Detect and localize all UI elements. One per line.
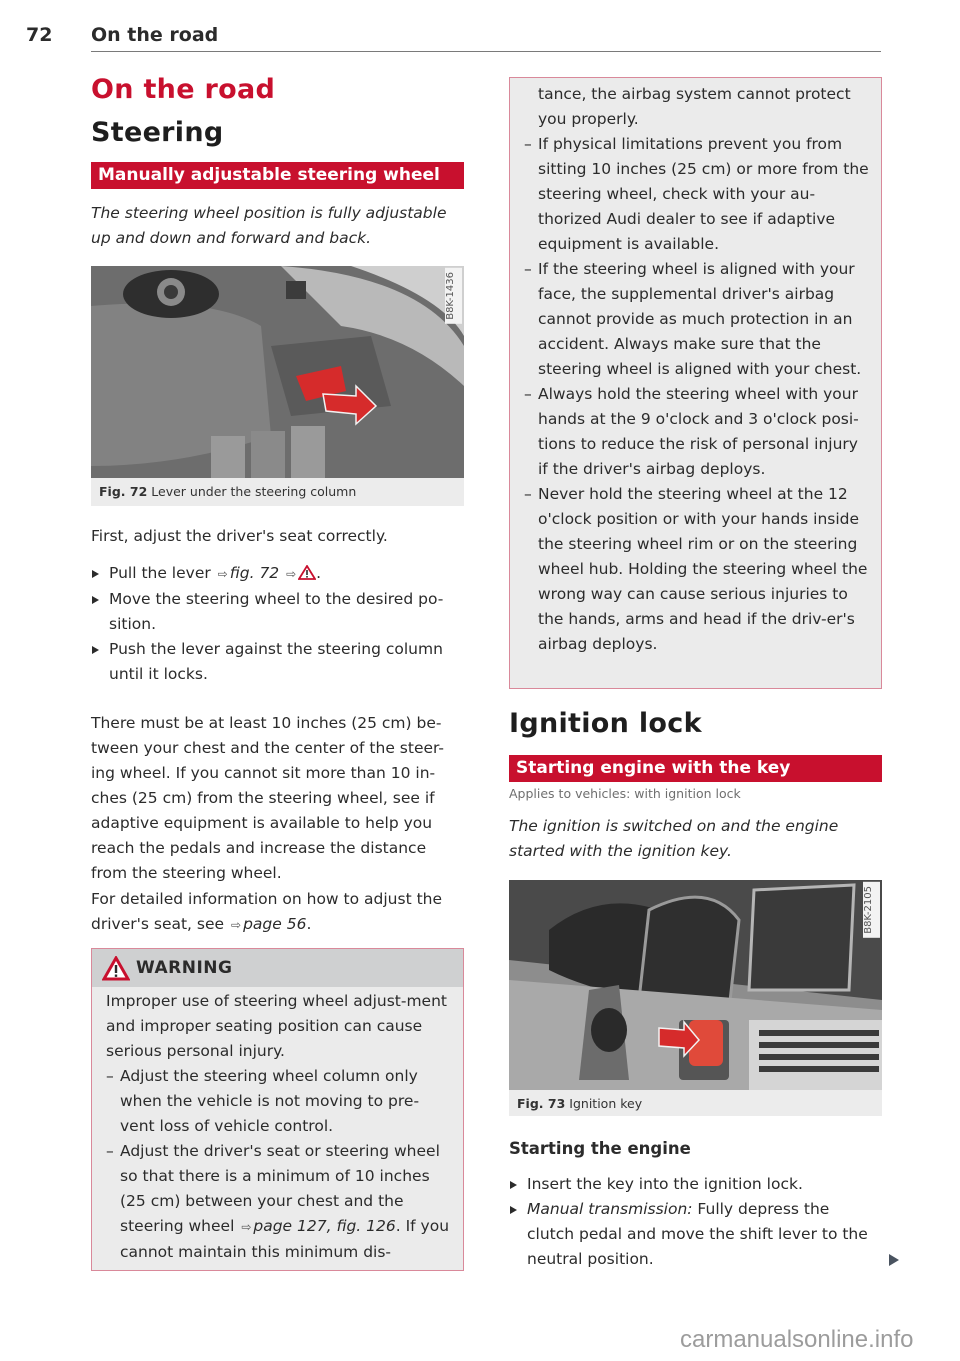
step-item: Move the steering wheel to the desired po-sition. <box>91 587 471 637</box>
step-item: Manual transmission: Fully depress the clutch pedal and move the shift lever to the neutral position. <box>509 1197 879 1272</box>
page-number: 72 <box>26 24 53 46</box>
warning-body-continued <box>510 78 881 657</box>
chapter-title: On the road <box>91 74 276 105</box>
warning-item: – Always hold the steering wheel with your hands at the 9 o'clock and 3 o'clock posi-tions to reduce the risk of personal injury if the driver's airbag deploys. <box>524 382 869 482</box>
first-step-text: First, adjust the driver's seat correctly. <box>91 527 388 545</box>
ignition-key-illustration <box>509 880 882 1090</box>
figure-73 <box>509 880 882 1116</box>
subsection-bar-starting-engine: Starting engine with the key <box>509 755 882 782</box>
arrow-ref-icon: ⇨ <box>241 1220 252 1234</box>
figure-label: Fig. 72 <box>99 484 148 499</box>
warning-triangle-icon[interactable] <box>298 565 316 580</box>
warning-label: WARNING <box>136 958 233 978</box>
warning-continued-lead: tance, the airbag system cannot protect you properly. <box>538 85 851 128</box>
steering-steps-list <box>91 561 471 687</box>
warning-item: – Never hold the steering wheel at the 12 o'clock position or with your hands inside the steering wheel rim or on the steering wheel hub. Holding the steering wheel the wrong way can cause serious injuries to the hands, arms and head if the driv-er's airbag deploys. <box>524 482 869 657</box>
subheading-starting-engine: Starting the engine <box>509 1139 691 1158</box>
watermark: carmanualsonline.info <box>680 1326 914 1353</box>
warning-item: – Adjust the steering wheel column only when the vehicle is not moving to pre-vent loss of vehicle control. <box>106 1064 451 1139</box>
warning-body <box>92 987 463 1265</box>
arrow-ref-icon: ⇨ <box>286 567 297 581</box>
steering-lever-illustration <box>91 266 464 478</box>
bullet-triangle-icon <box>510 1181 517 1189</box>
bullet-triangle-icon <box>510 1206 517 1214</box>
warning-item: – Adjust the driver's seat or steering wheel so that there is a minimum of 10 inches (25 cm) between your chest and the steering wheel ⇨ page 127, fig. 126. If you cannot maintain this minimum dis- <box>106 1139 451 1265</box>
header-divider <box>91 51 881 52</box>
ignition-key-image <box>509 880 882 1090</box>
section-title-ignition-lock: Ignition lock <box>509 708 702 739</box>
figure-72 <box>91 266 464 506</box>
bullet-triangle-icon <box>92 646 99 654</box>
figure-label: Fig. 73 <box>517 1096 566 1111</box>
steering-column-image <box>91 266 464 478</box>
bullet-triangle-icon <box>92 570 99 578</box>
intro-steering: The steering wheel position is fully adjustable up and down and forward and back. <box>91 204 447 247</box>
warning-item: – If physical limitations prevent you from sitting 10 inches (25 cm) or more from the steering wheel, check with your au-thorized Audi dealer to see if adaptive equipment is available. <box>524 132 869 257</box>
warning-box-continued <box>509 77 882 689</box>
running-title: On the road <box>91 24 219 46</box>
step-item: Push the lever against the steering column until it locks. <box>91 637 471 687</box>
step-item: Insert the key into the ignition lock. <box>509 1172 879 1197</box>
warning-box <box>91 948 464 1271</box>
warning-item: – If the steering wheel is aligned with your face, the supplemental driver's airbag cannot provide as much protection in an accident. Always make sure that the steering wheel is aligned with your chest. <box>524 257 869 382</box>
fig-ref-link[interactable]: fig. 72 <box>229 564 280 582</box>
warning-triangle-icon <box>102 956 130 981</box>
subsection-bar-manually-adjustable: Manually adjustable steering wheel <box>91 162 464 189</box>
continue-next-page-icon <box>889 1254 899 1266</box>
engine-steps-list <box>509 1172 879 1272</box>
warning-list-continued <box>524 132 869 657</box>
warning-list <box>106 1064 451 1265</box>
page-ref-link[interactable]: page 56 <box>243 915 307 933</box>
distance-paragraph: There must be at least 10 inches (25 cm) be-tween your chest and the center of the steer-ing wheel. If you cannot sit more than 10 in-ches (25 cm) from the steering wheel, see if adaptive equipment is available to help you reach the pedals and increase the distance from the steering wheel. <box>91 714 444 882</box>
arrow-ref-icon: ⇨ <box>231 918 242 932</box>
page-ref-link[interactable]: page 127, fig. 126 <box>253 1217 396 1235</box>
section-title-steering: Steering <box>91 117 224 148</box>
arrow-ref-icon: ⇨ <box>217 567 228 581</box>
step-item: Pull the lever ⇨ fig. 72 ⇨ . <box>91 561 471 587</box>
figure-caption <box>99 484 356 499</box>
seat-info-paragraph: For detailed information on how to adjust the driver's seat, see ⇨ page 56. <box>91 890 443 933</box>
warning-header <box>92 949 463 987</box>
figure-caption <box>517 1096 642 1111</box>
bullet-triangle-icon <box>92 596 99 604</box>
intro-ignition: The ignition is switched on and the engine started with the ignition key. <box>509 817 839 860</box>
warning-intro: Improper use of steering wheel adjust-ment and improper seating position can cause serious personal injury. <box>106 992 447 1060</box>
figure-code: B8K-1436 <box>445 268 462 324</box>
figure-caption-text: Lever under the steering column <box>151 484 357 499</box>
applies-to-note: Applies to vehicles: with ignition lock <box>509 786 741 801</box>
figure-code: B8K-2105 <box>863 882 880 938</box>
figure-caption-text: Ignition key <box>569 1096 643 1111</box>
